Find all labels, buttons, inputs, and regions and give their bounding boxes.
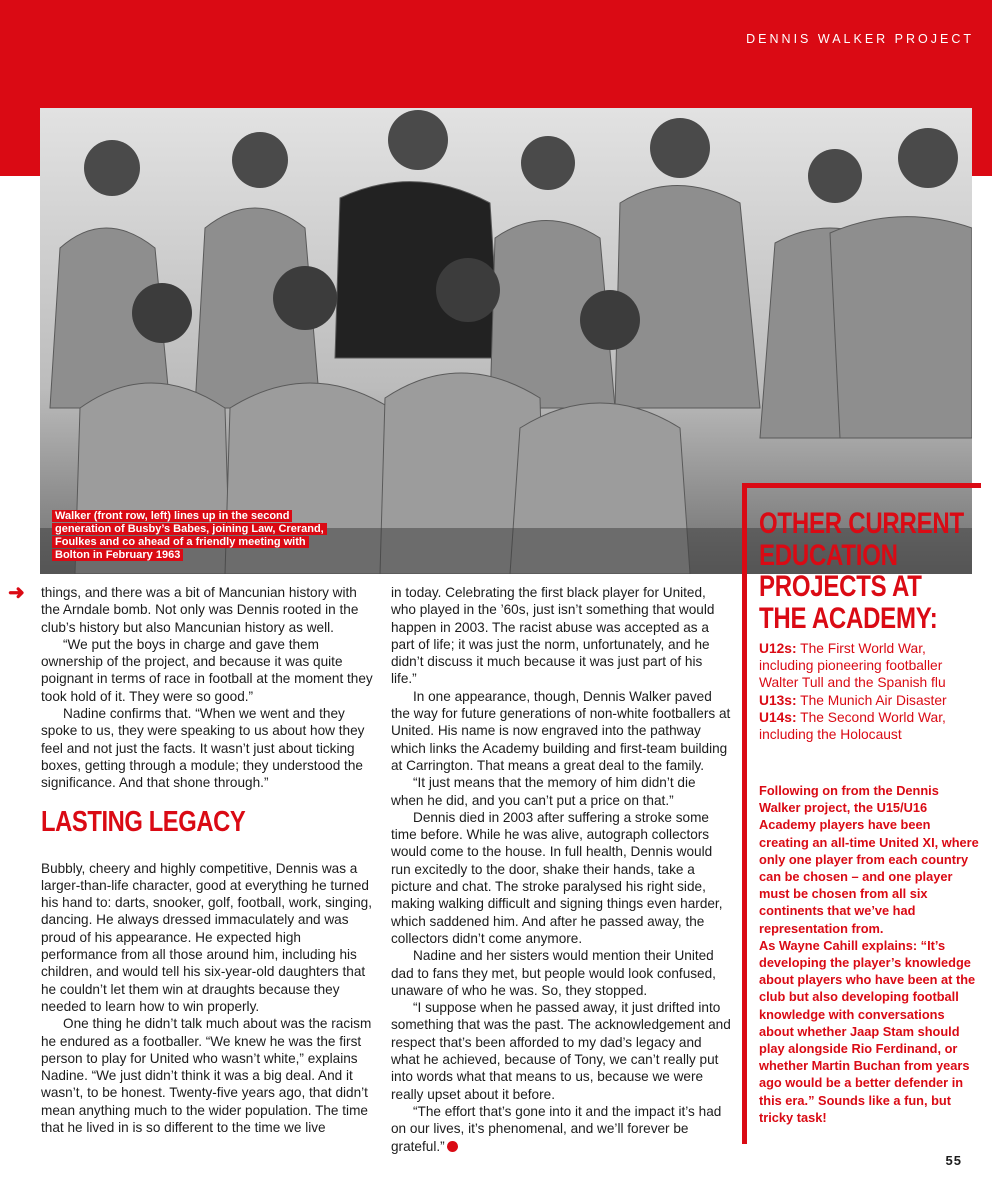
sidebar-box: [742, 483, 981, 1144]
paragraph: “It just means that the memory of him didn’t die when he did, and you can’t put a price on that.”: [391, 775, 696, 808]
paragraph: “We put the boys in charge and gave them ownership of the project, and because it was quite poignant in terms of race in football at the moment they took hold of it. They were so good.”: [41, 636, 373, 704]
paragraph: Bubbly, cheery and highly competitive, Dennis was a larger-than-life character, good at everything he turned his hand to: darts, snooker, golf, football, work, singing, dancing. He always dressed immaculately and was proud of his appearance. He expected high performance from all those around him, including his children, and would tell his six-year-old daughters that he couldn’t let them win at draughts because they needed to learn how to win properly.: [41, 860, 372, 1014]
paragraph: things, and there was a bit of Mancunian history with the Arndale bomb. Not only was Dennis rooted in the club’s history but also Mancunian history as well.: [41, 585, 359, 635]
list-item: U13s: The Munich Air Disaster: [759, 692, 947, 708]
paragraph: in today. Celebrating the first black player for United, who played in the ’60s, just isn’t something that would happen in 2003. The racist abuse was accepted as a part of life; it was just the norm, unfortunately, and he didn’t discuss it much because it was just part of his life.”: [391, 585, 715, 687]
article-column-2: [391, 584, 731, 1155]
sidebar-paragraph: Following on from the Dennis Walker project, the U15/U16 Academy players have been creating an all-time United XI, where only one player from each country can be chosen – and one player must be chosen from all six continents that we’ve had representation from.: [759, 783, 979, 936]
paragraph: In one appearance, though, Dennis Walker paved the way for future generations of non-white footballers at United. His name is now engraved into the pathway which links the Academy building and first-team building at Carrington. That means a great deal to the family.: [391, 688, 731, 773]
paragraph: “I suppose when he passed away, it just drifted into something that was the past. The acknowledgement and respect that’s been afforded to my dad’s legacy and what he achieved, because of Tony, we can’t really put into words what that means to us, because we were really upset about it before.: [391, 1000, 731, 1102]
continue-arrow-icon: ➜: [8, 582, 25, 604]
list-item: U12s: The First World War, including pioneering footballer Walter Tull and the Spanish flu: [759, 641, 946, 691]
photo-caption: Walker (front row, left) lines up in the second generation of Busby’s Babes, joining Law, Crerand, Foulkes and co ahead of a friendly meeting with Bolton in February 1963: [52, 510, 332, 562]
list-item: U14s: The Second World War, including the Holocaust: [759, 709, 946, 743]
paragraph: Dennis died in 2003 after suffering a stroke some time before. While he was alive, autograph collectors would come to the house. In full health, Dennis would run excitedly to the door, shake their hands, take a picture and chat. The stroke paralysed his right side, making walking difficult and signing things even harder, which saddened him. And after he passed away, the collectors didn’t come anymore.: [391, 809, 723, 946]
section-heading: LASTING LEGACY: [41, 805, 246, 838]
paragraph: Nadine and her sisters would mention their United dad to fans they met, but people would look confused, unaware of who he was. So, they stopped.: [391, 948, 716, 998]
paragraph: Nadine confirms that. “When we went and they spoke to us, they were speaking to us about how they feel and not just the facts. It wasn’t just about ticking boxes, getting through a module; they understood the significance. And that shone through.”: [41, 706, 365, 791]
page-number: 55: [945, 1153, 962, 1168]
sidebar-title: OTHER CURRENT EDUCATION PROJECTS AT THE ACADEMY:: [759, 507, 964, 635]
sidebar-body: [759, 782, 981, 1126]
series-title: DENNIS WALKER PROJECT: [746, 32, 974, 46]
article-column-1: [41, 584, 379, 1136]
sidebar-list: [759, 640, 981, 743]
end-mark-icon: [447, 1141, 458, 1152]
sidebar-paragraph: As Wayne Cahill explains: “It’s developing the player’s knowledge about players who have been at the club but also developing football knowledge with conversations about whether Jaap Stam should play alongside Rio Ferdinand, or whether Martin Buchan from years ago would be a better defender in this era.” Sounds like a fun, but tricky task!: [759, 937, 976, 1125]
paragraph-final: “The effort that’s gone into it and the impact it’s had on our lives, it’s phenomenal, and we’ll forever be grateful.”: [391, 1103, 722, 1154]
paragraph: One thing he didn’t talk much about was the racism he endured as a footballer. “We knew he was the first person to play for United who wasn’t white,” explains Nadine. “We just didn’t think it was a big deal. And it wasn’t, to be honest. Twenty-five years ago, that didn’t mean anything much to the wider population. The time that he lived in is so different to the time we live: [41, 1016, 372, 1136]
